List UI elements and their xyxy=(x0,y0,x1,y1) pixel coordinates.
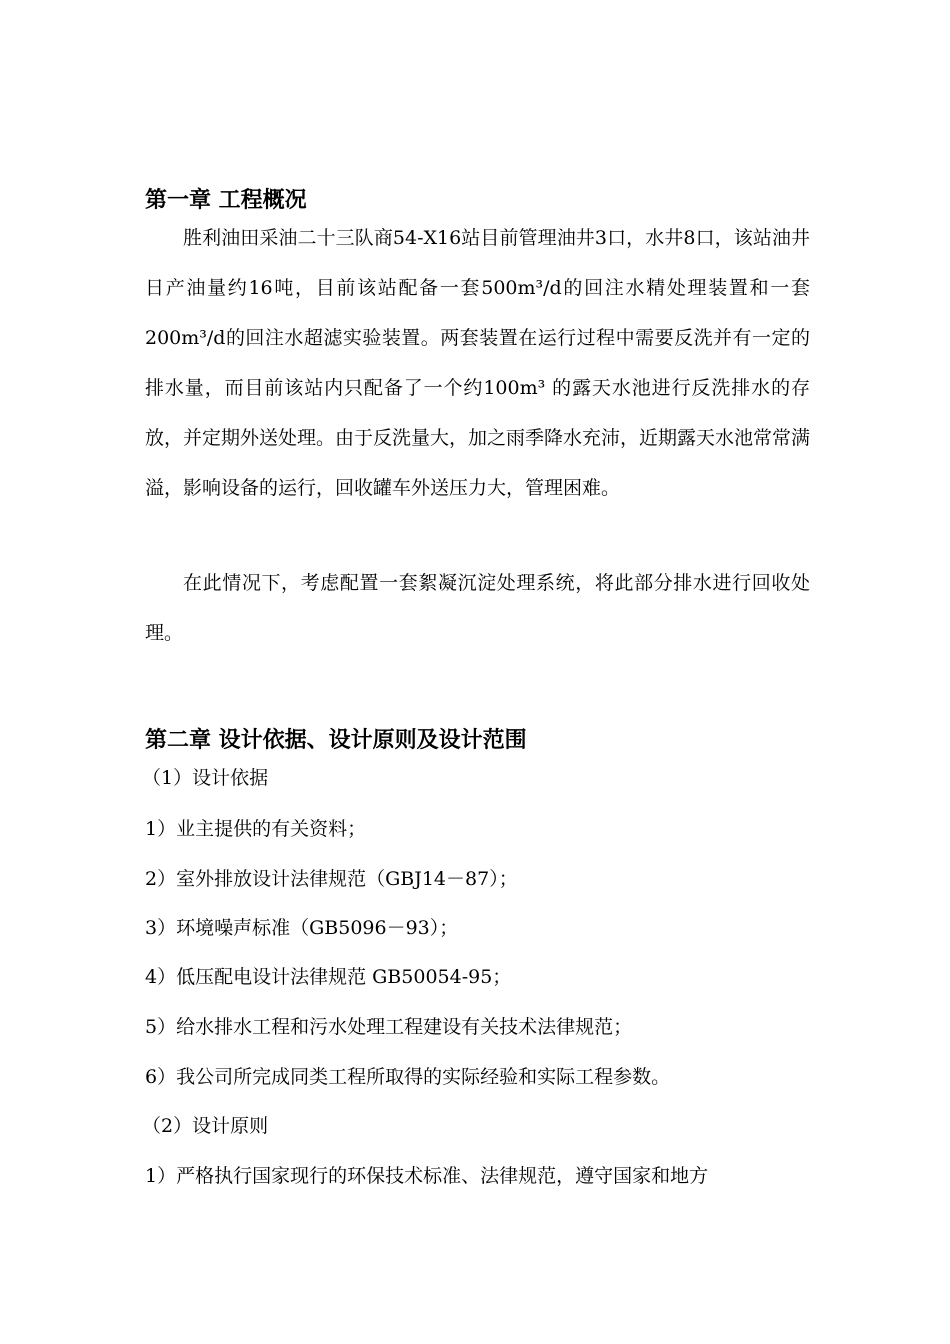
basis-item-5: 5）给水排水工程和污水处理工程建设有关技术法律规范； xyxy=(145,1016,633,1038)
chapter-2-title: 第二章 设计依据、设计原则及设计范围 xyxy=(145,728,527,753)
basis-item-4: 4）低压配电设计法律规范 GB50054-95； xyxy=(145,966,512,988)
principle-item-1: 1）严格执行国家现行的环保技术标准、法律规范，遵守国家和地方 xyxy=(145,1165,709,1187)
chapter-1-paragraph-1: 胜利油田采油二十三队商54-X16站目前管理油井3口，水井8口，该站油井日产油量约16吨，目前该站配备一套500m³/d的回注水精处理装置和一套200m³/d的回注水超滤实验装置。两套装置在运行过程中需要反洗并有一定的排水量，而目前该站内只配备了一个约100m³ 的露天水池进行反洗排水的存放，并定期外送处理。由于反洗量大，加之雨季降水充沛，近期露天水池常常满溢，影响设备的运行，回收罐车外送压力大，管理困难。 xyxy=(145,227,811,499)
section-design-principles-title: （2）设计原则 xyxy=(142,1115,269,1137)
basis-item-3: 3）环境噪声标准（GB5096－93）； xyxy=(145,917,459,939)
basis-item-6: 6）我公司所完成同类工程所取得的实际经验和实际工程参数。 xyxy=(145,1066,671,1088)
basis-item-2: 2）室外排放设计法律规范（GBJ14－87）； xyxy=(145,868,518,890)
basis-item-1: 1）业主提供的有关资料； xyxy=(145,818,367,840)
chapter-1-title: 第一章 工程概况 xyxy=(145,188,307,213)
section-design-basis-title: （1）设计依据 xyxy=(142,767,269,789)
chapter-1-paragraph-2: 在此情况下，考虑配置一套絮凝沉淀处理系统，将此部分排水进行回收处理。 xyxy=(145,572,810,644)
